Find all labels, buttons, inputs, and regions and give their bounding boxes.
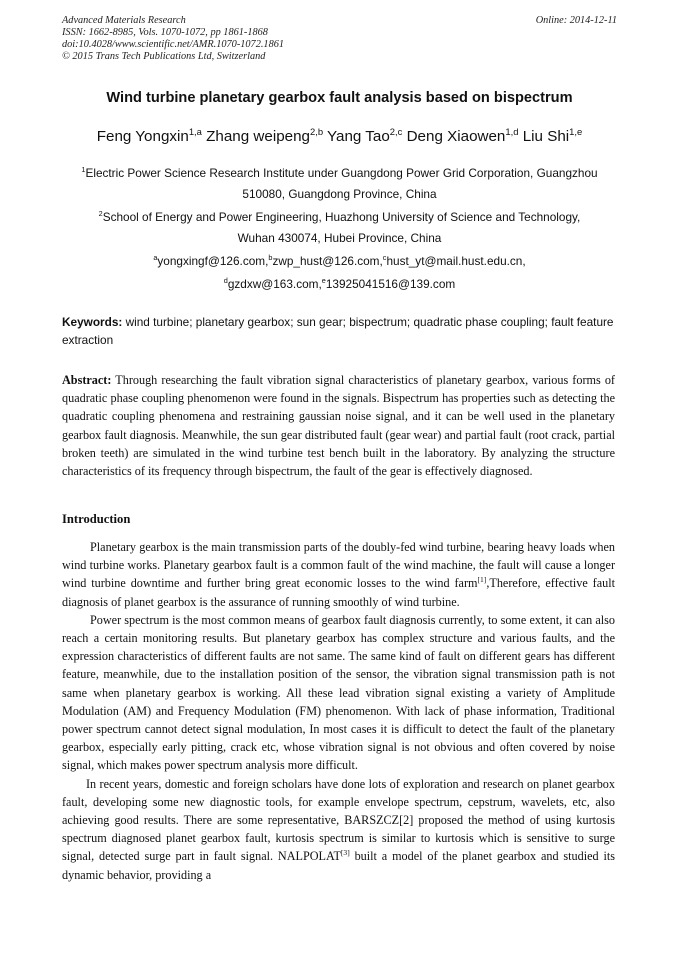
intro-paragraph-2: Power spectrum is the most common means of gearbox fault diagnosis currently, to some extent, it can also reach a certain monitoring results. But planetary gearbox has complex structure and various faults, and the expression characteristics of different faults are not same. The same kind of fault on different gears has different feature, meanwhile, due to the installation position of the sensor, the vibration signal transmission path is not same when planetary gearbox is working. All these lead vibration signal existing a variety of Amplitude Modulation (AM) and Frequency Modulation (FM) phenomenon. With lack of phase information, Traditional power spectrum cannot detect signal modulation, In most cases it is difficult to detect the fault of the planetary gearbox, especially early pitting, crack etc, whose vibration signal is not obvious and often covered by noise signal, which makes power spectrum analysis more difficult.	[62, 612, 615, 773]
paragraph-text: Planetary gearbox is the main transmission parts of the doubly-fed wind turbine, bearing heavy loads when wind turbine works. Planetary gearbox fault is a common fault of the wind machine, the fault will cause a longer wind turbine downtime and further bring great economic losses to the wind farm	[62, 540, 615, 591]
author-name: Deng Xiaowen	[406, 128, 506, 145]
email-address: zwp_hust@126.com,	[272, 254, 383, 268]
abstract-text: Through researching the fault vibration signal characteristics of planetary gearbox, various forms of quadratic phase coupling phenomenon were found in the signals. Bispectrum has properties such as detecting the quadratic coupling phenomena and restraining gaussian noise signal, and it can be well used in the planetary gearbox fault diagnosis. Meanwhile, the sun gear distributed fault (gear wear) and partial fault (root crack, partial broken teeth) are simulated in the wind turbine test bench built in the laboratory. By analyzing the structure characteristics of its frequency through bispectrum, the fault of the gear is effectively diagnosed.	[62, 373, 615, 479]
author-affiliation-mark: 2,c	[389, 125, 403, 137]
affiliation-1	[62, 163, 617, 204]
keywords-text: wind turbine; planetary gearbox; sun gear; bispectrum; quadratic phase coupling; fault feature extraction	[62, 315, 614, 347]
keywords-label: Keywords:	[62, 315, 123, 329]
author-affiliation-mark: 1,d	[505, 125, 519, 137]
issn-line: ISSN: 1662-8985, Vols. 1070-1072, pp 1861-1868	[62, 27, 268, 38]
online-date: Online: 2014-12-11	[535, 15, 617, 26]
paragraph-text: In recent years, domestic and foreign scholars have done lots of exploration and research on planet gearbox fault, developing some new diagnostic tools, for example envelope spectrum, cepstrum, wavelets, etc, also achieving good results. There are some representative, BARSZCZ[2] proposed the method of using kurtosis spectrum diagnosed planet gearbox fault, kurtosis spectrum is similar to kurtosis which is sensitive to surge signal, detected surge part in fault signal. NALPOLAT	[62, 776, 615, 864]
copyright-line: © 2015 Trans Tech Publications Ltd, Switzerland	[62, 51, 266, 62]
affiliation-line: Wuhan 430074, Hubei Province, China	[237, 230, 442, 245]
intro-paragraph-1	[62, 538, 615, 611]
author-name: Zhang weipeng	[206, 128, 310, 145]
email-address: yongxingf@126.com,	[157, 254, 269, 268]
keywords	[62, 314, 617, 349]
affiliation-2	[62, 207, 617, 248]
email-mark: e	[321, 276, 326, 286]
author-list	[62, 125, 617, 145]
intro-paragraph-3	[62, 775, 615, 884]
author-name: Liu Shi	[522, 128, 570, 145]
email-address: hust_yt@mail.hust.edu.cn,	[386, 254, 526, 268]
citation-ref: [1]	[477, 575, 487, 585]
author-name: Yang Tao	[327, 128, 390, 145]
email-address: gzdxw@163.com,	[227, 277, 322, 291]
paragraph-text: ,Therefore, effective fault diagnosis of planet gearbox is the assurance of running smoothly of wind turbine.	[62, 576, 615, 609]
email-mark: a	[153, 253, 158, 263]
email-mark: c	[382, 253, 387, 263]
author-affiliation-mark: 1,a	[188, 125, 202, 137]
paragraph-text: built a model of the planet gearbox and studied its dynamic behavior, providing a	[62, 849, 616, 882]
abstract	[62, 371, 615, 480]
email-line-2	[62, 274, 617, 294]
journal-name: Advanced Materials Research	[62, 15, 186, 26]
email-mark: d	[223, 276, 228, 286]
author-affiliation-mark: 2,b	[309, 125, 324, 137]
citation-ref: [3]	[340, 848, 350, 858]
email-address: 13925041516@139.com	[325, 277, 456, 291]
abstract-label: Abstract:	[62, 373, 112, 387]
email-line-1	[62, 251, 617, 271]
affiliation-line: 510080, Guangdong Province, China	[242, 186, 437, 201]
doi-line: doi:10.4028/www.scientific.net/AMR.1070-1072.1861	[62, 39, 285, 50]
introduction-body	[62, 538, 615, 884]
affiliation-line: Electric Power Science Research Institute under Guangdong Power Grid Corporation, Guangzhou	[85, 166, 598, 180]
journal-header	[62, 15, 617, 63]
email-mark: b	[268, 253, 273, 263]
section-heading-introduction: Introduction	[62, 512, 131, 526]
paper-title: Wind turbine planetary gearbox fault analysis based on bispectrum	[106, 90, 573, 106]
affiliation-mark: 1	[81, 165, 86, 175]
affiliation-line: School of Energy and Power Engineering, Huazhong University of Science and Technology,	[102, 210, 581, 224]
author-name: Feng Yongxin	[96, 128, 189, 145]
affiliation-mark: 2	[98, 209, 103, 219]
author-affiliation-mark: 1,e	[569, 125, 583, 137]
